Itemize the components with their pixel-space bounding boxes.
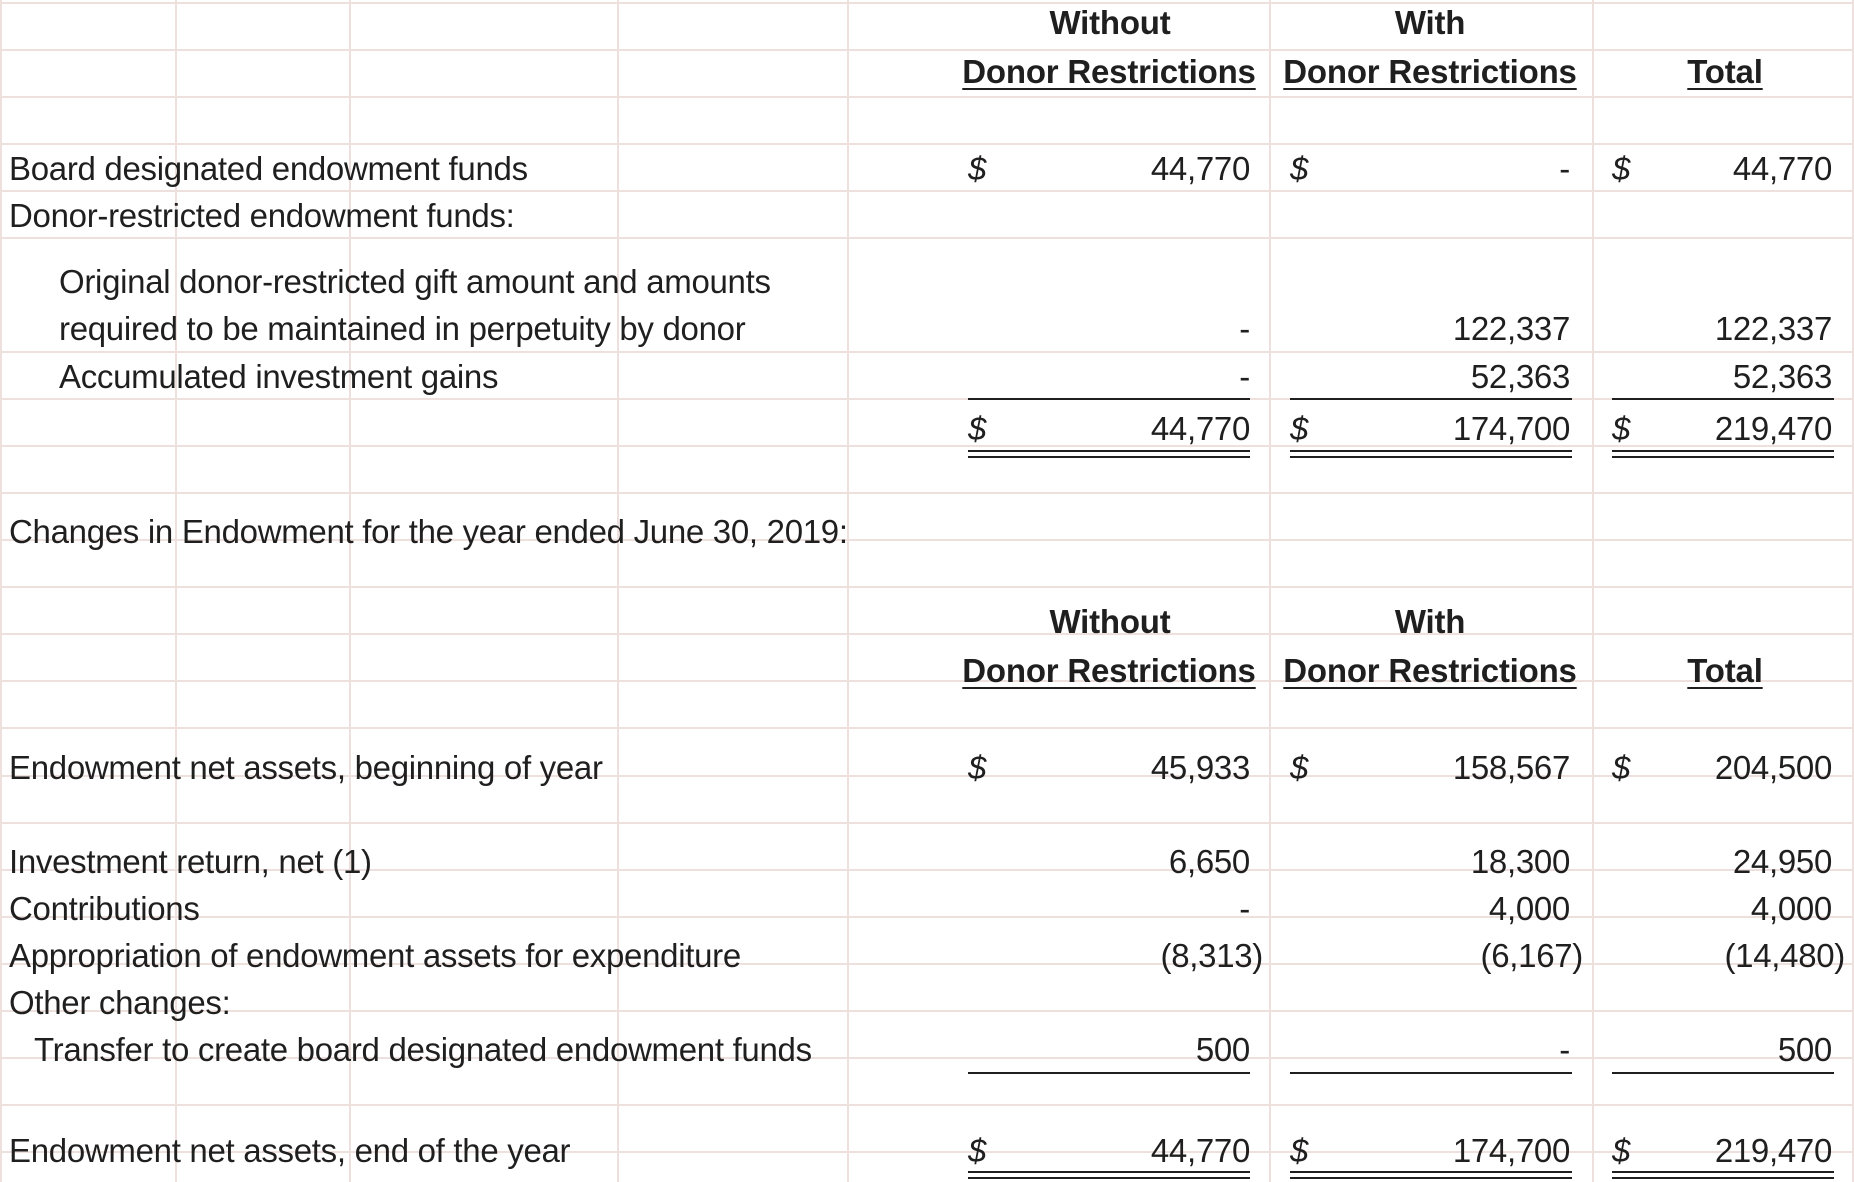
currency-symbol: $ xyxy=(1290,749,1309,786)
header-total: Total xyxy=(1687,53,1763,90)
header-with-line2: Donor Restrictions xyxy=(1283,652,1577,689)
gridline-h xyxy=(0,398,1854,400)
gridline-h xyxy=(0,586,1854,588)
gridline-v xyxy=(0,0,2,1182)
double-underline xyxy=(968,1171,1250,1173)
value-with: 122,337 xyxy=(1452,310,1570,347)
header-total: Total xyxy=(1687,652,1763,689)
currency-symbol: $ xyxy=(1612,150,1631,187)
end-without: 44,770 xyxy=(1150,1132,1250,1169)
double-underline xyxy=(1612,1177,1834,1179)
gridline-h xyxy=(0,492,1854,494)
currency-symbol: $ xyxy=(1612,1132,1631,1169)
value-without: 45,933 xyxy=(1150,749,1250,786)
gridline-h xyxy=(0,143,1854,145)
underline xyxy=(968,398,1250,400)
gridline-h xyxy=(0,96,1854,98)
double-underline xyxy=(1290,456,1572,458)
gridline-h xyxy=(0,1104,1854,1106)
row-label: Investment return, net (1) xyxy=(9,843,372,880)
value-total: 122,337 xyxy=(1714,310,1832,347)
gridline-h xyxy=(0,916,1854,918)
total-without: 44,770 xyxy=(1150,410,1250,447)
currency-symbol: $ xyxy=(1290,1132,1309,1169)
value-without: - xyxy=(1239,890,1250,927)
double-underline xyxy=(968,1177,1250,1179)
value-without: (8,313) xyxy=(1160,937,1263,974)
underline xyxy=(1612,1072,1834,1074)
value-without: 44,770 xyxy=(1150,150,1250,187)
currency-symbol: $ xyxy=(1612,410,1631,447)
row-label: Transfer to create board designated endowment funds xyxy=(34,1031,812,1068)
end-total: 219,470 xyxy=(1714,1132,1832,1169)
header-with-line1: With xyxy=(1394,4,1466,41)
value-total: 44,770 xyxy=(1732,150,1832,187)
gridline-h xyxy=(0,445,1854,447)
row-label: Endowment net assets, beginning of year xyxy=(9,749,603,786)
value-total: 24,950 xyxy=(1732,843,1832,880)
value-total: 4,000 xyxy=(1750,890,1832,927)
gridline-v xyxy=(617,0,619,1182)
value-without: - xyxy=(1239,310,1250,347)
currency-symbol: $ xyxy=(968,410,987,447)
header-with-line1: With xyxy=(1394,603,1466,640)
row-label: required to be maintained in perpetuity by donor xyxy=(59,310,746,347)
underline xyxy=(1290,398,1572,400)
row-label: Accumulated investment gains xyxy=(59,358,499,395)
double-underline xyxy=(1612,456,1834,458)
gridline-v xyxy=(1269,0,1271,1182)
gridline-h xyxy=(0,822,1854,824)
gridline-h xyxy=(0,190,1854,192)
currency-symbol: $ xyxy=(1612,749,1631,786)
value-with: 4,000 xyxy=(1488,890,1570,927)
value-without: 500 xyxy=(1195,1031,1250,1068)
end-with: 174,700 xyxy=(1452,1132,1570,1169)
gridline-v xyxy=(1592,0,1594,1182)
currency-symbol: $ xyxy=(1290,150,1309,187)
gridline-v xyxy=(847,0,849,1182)
header-without-line1: Without xyxy=(1049,4,1171,41)
underline xyxy=(968,1072,1250,1074)
value-with: (6,167) xyxy=(1480,937,1583,974)
double-underline xyxy=(1612,1171,1834,1173)
row-label: Donor-restricted endowment funds: xyxy=(9,197,515,234)
section-title: Changes in Endowment for the year ended June 30, 2019: xyxy=(9,513,848,550)
gridline-h xyxy=(0,1010,1854,1012)
value-with: 52,363 xyxy=(1470,358,1570,395)
value-without: - xyxy=(1239,358,1250,395)
value-with: 158,567 xyxy=(1452,749,1570,786)
header-without-line1: Without xyxy=(1049,603,1171,640)
double-underline xyxy=(968,450,1250,452)
double-underline xyxy=(1612,450,1834,452)
total-total: 219,470 xyxy=(1714,410,1832,447)
value-with: - xyxy=(1559,1031,1570,1068)
underline xyxy=(1290,1072,1572,1074)
value-total: 500 xyxy=(1777,1031,1832,1068)
value-with: 18,300 xyxy=(1470,843,1570,880)
currency-symbol: $ xyxy=(968,1132,987,1169)
underline xyxy=(1612,398,1834,400)
double-underline xyxy=(1290,1171,1572,1173)
row-label: Appropriation of endowment assets for expenditure xyxy=(9,937,741,974)
row-label: Other changes: xyxy=(9,984,231,1021)
gridline-h xyxy=(0,351,1854,353)
currency-symbol: $ xyxy=(968,749,987,786)
gridline-h xyxy=(0,237,1854,239)
row-label: Original donor-restricted gift amount and amounts xyxy=(59,263,771,300)
header-without-line2: Donor Restrictions xyxy=(962,652,1256,689)
double-underline xyxy=(968,456,1250,458)
double-underline xyxy=(1290,450,1572,452)
double-underline xyxy=(1290,1177,1572,1179)
currency-symbol: $ xyxy=(1290,410,1309,447)
row-label: Endowment net assets, end of the year xyxy=(9,1132,571,1169)
value-without: 6,650 xyxy=(1168,843,1250,880)
total-with: 174,700 xyxy=(1452,410,1570,447)
currency-symbol: $ xyxy=(968,150,987,187)
value-with: - xyxy=(1559,150,1570,187)
gridline-h xyxy=(0,49,1854,51)
gridline-h xyxy=(0,727,1854,729)
row-label: Contributions xyxy=(9,890,200,927)
header-with-line2: Donor Restrictions xyxy=(1283,53,1577,90)
value-total: 52,363 xyxy=(1732,358,1832,395)
value-total: 204,500 xyxy=(1714,749,1832,786)
value-total: (14,480) xyxy=(1724,937,1845,974)
header-without-line2: Donor Restrictions xyxy=(962,53,1256,90)
row-label: Board designated endowment funds xyxy=(9,150,528,187)
